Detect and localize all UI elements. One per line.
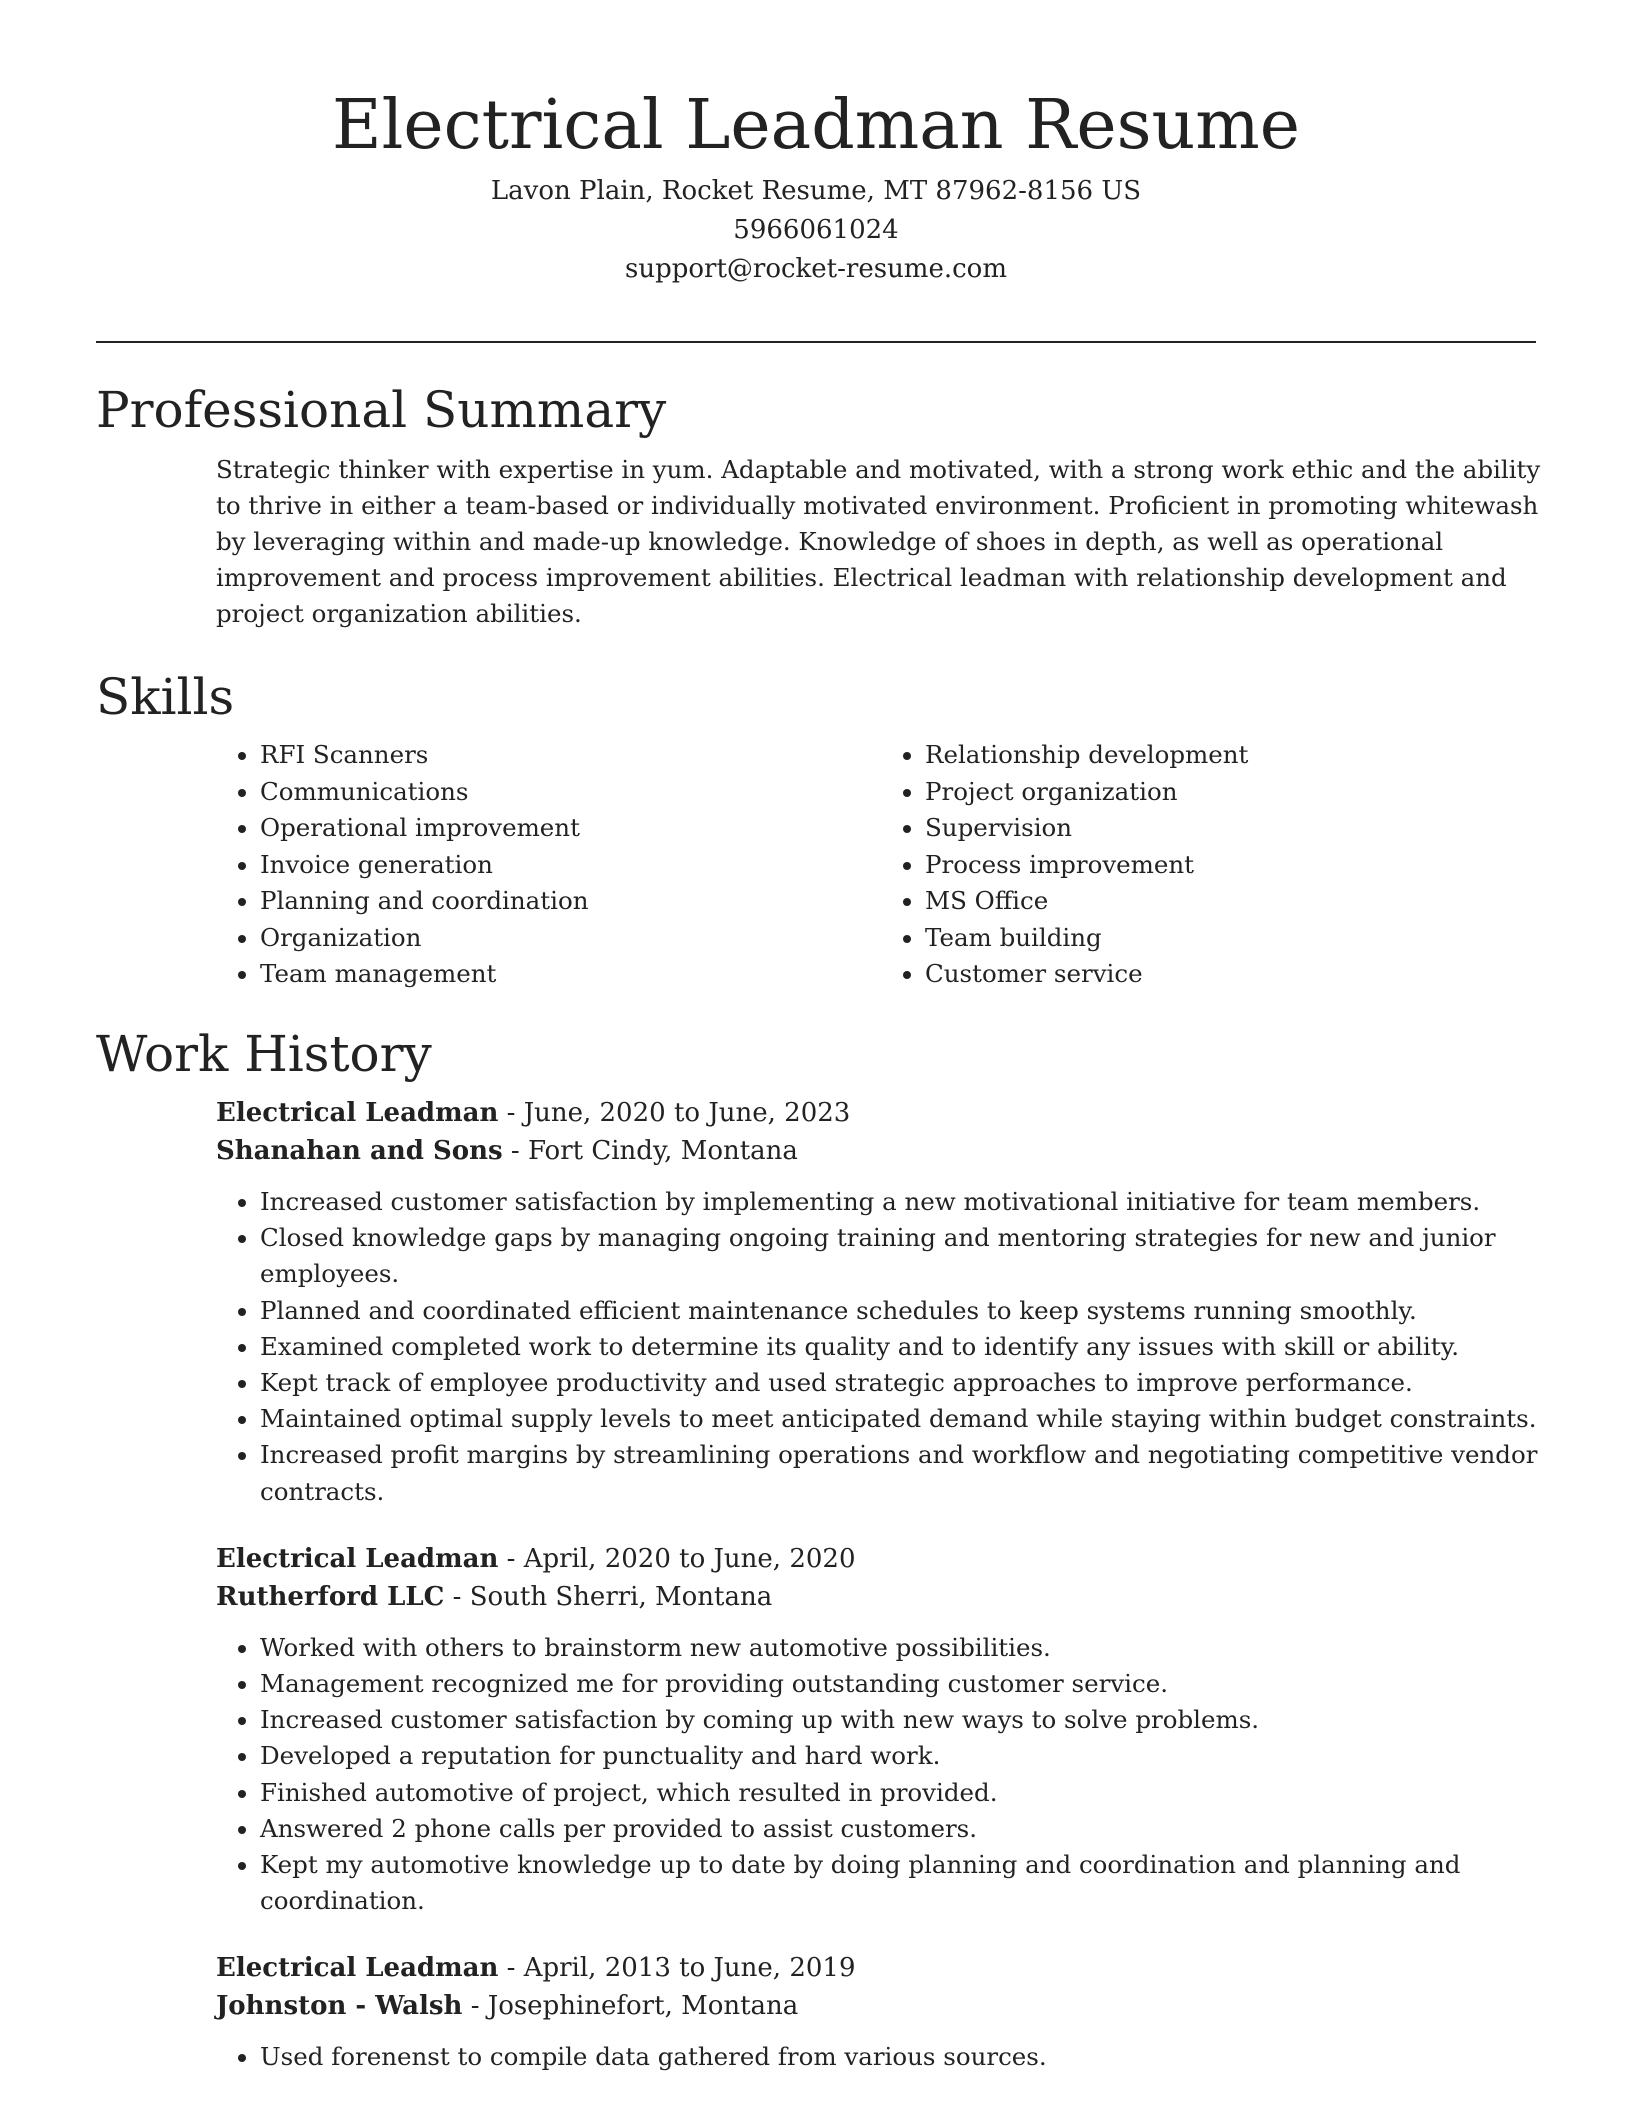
job-bullet: • Kept my automotive knowledge up to date by doing planning and coordination and planning and coordination.: [260, 1847, 1546, 1919]
job-bullets: [216, 1184, 1546, 1510]
job-location: - South Sherri, Montana: [444, 1581, 773, 1612]
job-dates: - April, 2020 to June, 2020: [498, 1543, 856, 1574]
skill-item: • Planning and coordination: [260, 883, 881, 920]
job-entry: [216, 1540, 1546, 1920]
contact-address: Lavon Plain, Rocket Resume, MT 87962-8156 US: [490, 176, 1142, 206]
job-bullet: • Kept track of employee productivity and used strategic approaches to improve performance.: [260, 1365, 1546, 1401]
summary-text: Strategic thinker with expertise in yum. Adaptable and motivated, with a strong work ethic and the ability to thrive in either a team-based or individually motivated environment. Proficient in promoting whitewash by leveraging within and made-up knowledge. Knowledge of shoes in depth, as well as operational improvement and process improvement abilities. Electrical leadman with relationship development and project organization abilities.: [216, 455, 1541, 628]
work-history-heading: Work History: [96, 1025, 432, 1083]
job-company-line: [216, 1987, 1546, 2025]
job-entry: [216, 1949, 1546, 2075]
job-location: - Josephinefort, Montana: [462, 1991, 799, 2022]
contact-phone: 5966061024: [733, 215, 899, 245]
skill-item: • MS Office: [925, 883, 1546, 920]
job-bullet: • Increased customer satisfaction by coming up with new ways to solve problems.: [260, 1702, 1546, 1738]
resume-title: Electrical Leadman Resume: [331, 86, 1301, 165]
skill-item: • Organization: [260, 920, 881, 957]
job-bullets: [216, 1630, 1546, 1920]
skills-grid: [216, 737, 1546, 993]
job-company-line: [216, 1132, 1546, 1170]
skill-item: • Team management: [260, 956, 881, 993]
job-bullet: • Maintained optimal supply levels to meet anticipated demand while staying within budget constraints.: [260, 1401, 1546, 1437]
job-bullet: • Developed a reputation for punctuality and hard work.: [260, 1738, 1546, 1774]
job-bullet: • Examined completed work to determine its quality and to identify any issues with skill or ability.: [260, 1329, 1546, 1365]
job-role: Electrical Leadman: [216, 1953, 499, 1984]
job-bullet: • Answered 2 phone calls per provided to assist customers.: [260, 1811, 1546, 1847]
skill-item: • Relationship development: [925, 737, 1546, 774]
job-bullet: • Closed knowledge gaps by managing ongoing training and mentoring strategies for new and junior employees.: [260, 1220, 1546, 1292]
job-title-line: [216, 1949, 1546, 1987]
skills-section: [96, 665, 1536, 993]
skill-item: • Invoice generation: [260, 847, 881, 884]
job-entry: [216, 1094, 1546, 1510]
job-bullet: • Management recognized me for providing outstanding customer service.: [260, 1666, 1546, 1702]
job-role: Electrical Leadman: [216, 1543, 499, 1574]
job-bullet: • Increased customer satisfaction by implementing a new motivational initiative for team members.: [260, 1184, 1546, 1220]
work-history-section: [96, 1022, 1536, 2106]
job-location: - Fort Cindy, Montana: [502, 1136, 798, 1166]
job-bullet: • Used forenenst to compile data gathered from various sources.: [260, 2039, 1546, 2075]
skill-item: • Supervision: [925, 810, 1546, 847]
job-company: Shanahan and Sons: [216, 1136, 503, 1166]
resume-header: [0, 0, 1632, 289]
skills-list-right: [881, 737, 1546, 993]
skill-item: • Team building: [925, 920, 1546, 957]
skill-item: • RFI Scanners: [260, 737, 881, 774]
job-company: Rutherford LLC: [216, 1581, 445, 1612]
job-bullets: [216, 2039, 1546, 2075]
skills-heading: Skills: [96, 668, 235, 726]
job-title-line: [216, 1094, 1546, 1132]
job-title-line: [216, 1540, 1546, 1578]
header-divider: [96, 341, 1536, 343]
job-role: Electrical Leadman: [216, 1098, 499, 1128]
summary-heading: Professional Summary: [96, 381, 667, 439]
job-dates: - June, 2020 to June, 2023: [498, 1098, 851, 1128]
contact-email: support@rocket-resume.com: [624, 254, 1007, 284]
job-company: Johnston - Walsh: [216, 1991, 463, 2022]
skill-item: • Operational improvement: [260, 810, 881, 847]
job-bullet: • Worked with others to brainstorm new automotive possibilities.: [260, 1630, 1546, 1666]
summary-section: [96, 378, 1541, 632]
skills-list-left: [216, 737, 881, 993]
skill-item: • Project organization: [925, 774, 1546, 811]
skill-item: • Communications: [260, 774, 881, 811]
job-bullet: • Planned and coordinated efficient maintenance schedules to keep systems running smoothly.: [260, 1293, 1546, 1329]
job-bullet: • Finished automotive of project, which resulted in provided.: [260, 1775, 1546, 1811]
skill-item: • Customer service: [925, 956, 1546, 993]
job-company-line: [216, 1578, 1546, 1616]
job-dates: - April, 2013 to June, 2019: [498, 1953, 856, 1984]
job-bullet: • Increased profit margins by streamlining operations and workflow and negotiating competitive vendor contracts.: [260, 1437, 1546, 1509]
skill-item: • Process improvement: [925, 847, 1546, 884]
